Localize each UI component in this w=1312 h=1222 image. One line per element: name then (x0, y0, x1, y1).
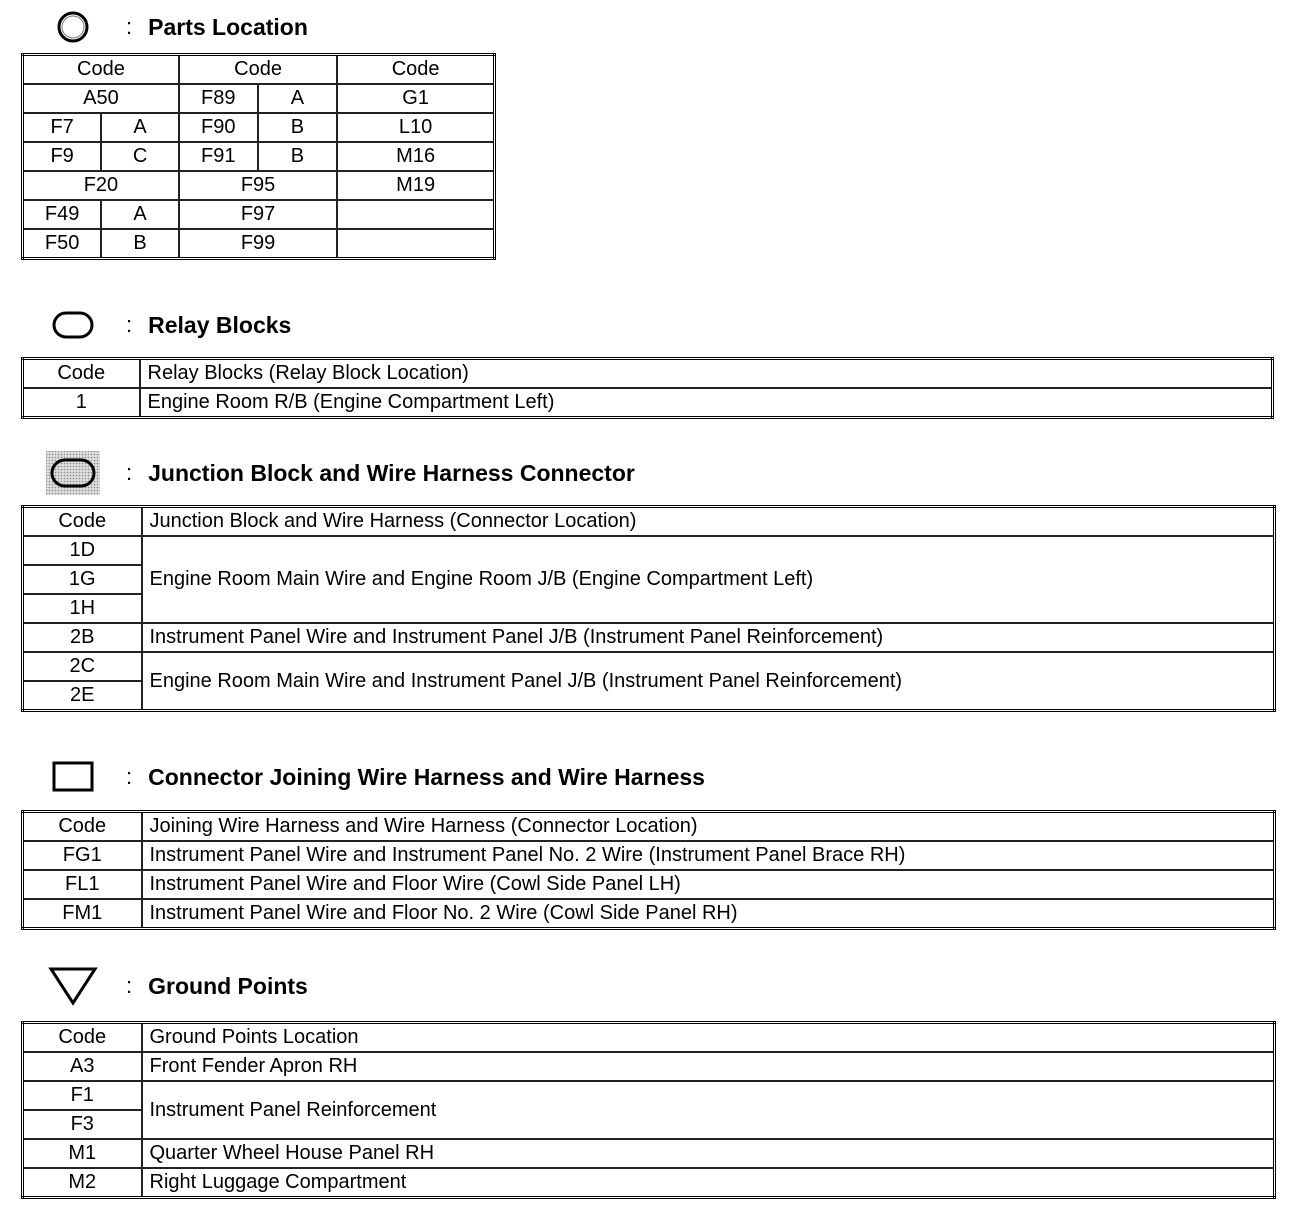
header-cell: Code (23, 507, 142, 537)
suffix-cell: A (101, 200, 179, 229)
location-cell: Engine Room Main Wire and Engine Room J/B (Engine Compartment Left) (142, 536, 1275, 623)
code-cell: F50 (23, 229, 102, 259)
header-cell: Ground Points Location (142, 1023, 1275, 1053)
table-row (23, 1081, 1275, 1110)
location-cell: Instrument Panel Reinforcement (142, 1081, 1275, 1139)
suffix-cell: B (101, 229, 179, 259)
connector-heading: : Connector Joining Wire Harness and Wire Harness (44, 757, 705, 797)
code-cell: F49 (23, 200, 102, 229)
table-row (23, 1168, 1275, 1198)
ground-points-heading: : Ground Points (44, 966, 308, 1006)
code-cell: FG1 (23, 841, 142, 870)
code-cell: F97 (179, 200, 337, 229)
table-header-row (23, 1023, 1275, 1053)
suffix-cell: B (258, 113, 338, 142)
code-cell: FL1 (23, 870, 142, 899)
code-cell: A3 (23, 1052, 142, 1081)
suffix-cell: B (258, 142, 338, 171)
header-cell: Code (23, 812, 142, 842)
section-title: Parts Location (148, 13, 308, 40)
suffix-cell: C (101, 142, 179, 171)
shaded-rounded-rect-icon (44, 453, 102, 493)
suffix-cell: A (258, 84, 338, 113)
table-row (23, 841, 1275, 870)
header-cell: Code (23, 359, 140, 389)
code-cell: F91 (179, 142, 258, 171)
code-cell: 1D (23, 536, 142, 565)
code-cell: 2E (23, 681, 142, 711)
square-icon (44, 757, 102, 797)
code-cell: M1 (23, 1139, 142, 1168)
code-cell: F1 (23, 1081, 142, 1110)
table-row (23, 113, 495, 142)
table-row (23, 200, 495, 229)
location-cell: Quarter Wheel House Panel RH (142, 1139, 1275, 1168)
code-cell: F99 (179, 229, 337, 259)
table-header-row (23, 55, 495, 85)
section-title: Ground Points (148, 972, 308, 999)
table-header-row (23, 812, 1275, 842)
parts-location-table (21, 53, 496, 260)
suffix-cell: A (101, 113, 179, 142)
code-cell: F9 (23, 142, 102, 171)
header-cell: Junction Block and Wire Harness (Connector Location) (142, 507, 1275, 537)
location-cell: Engine Room R/B (Engine Compartment Left) (140, 388, 1273, 418)
header-cell: Joining Wire Harness and Wire Harness (Connector Location) (142, 812, 1275, 842)
table-row (23, 1052, 1275, 1081)
header-cell: Code (23, 55, 179, 85)
code-cell: A50 (23, 84, 179, 113)
junction-block-heading: : Junction Block and Wire Harness Connector (44, 453, 635, 493)
code-cell: 2B (23, 623, 142, 652)
table-header-row (23, 359, 1273, 389)
code-cell (337, 200, 494, 229)
code-cell (337, 229, 494, 259)
code-cell: 1H (23, 594, 142, 623)
code-cell: F95 (179, 171, 337, 200)
code-cell: F3 (23, 1110, 142, 1139)
rounded-rect-icon (44, 305, 102, 345)
location-cell: Instrument Panel Wire and Floor No. 2 Wire (Cowl Side Panel RH) (142, 899, 1275, 929)
location-cell: Instrument Panel Wire and Floor Wire (Cowl Side Panel LH) (142, 870, 1275, 899)
connector-table (21, 810, 1276, 930)
code-cell: F89 (179, 84, 258, 113)
table-row (23, 899, 1275, 929)
table-header-row (23, 507, 1275, 537)
code-cell: 2C (23, 652, 142, 681)
ground-points-table (21, 1021, 1276, 1199)
code-cell: 1 (23, 388, 140, 418)
table-row (23, 536, 1275, 565)
code-cell: L10 (337, 113, 494, 142)
location-cell: Instrument Panel Wire and Instrument Panel J/B (Instrument Panel Reinforcement) (142, 623, 1275, 652)
section-title: Junction Block and Wire Harness Connector (148, 459, 635, 486)
location-cell: Engine Room Main Wire and Instrument Panel J/B (Instrument Panel Reinforcement) (142, 652, 1275, 711)
table-row (23, 623, 1275, 652)
parts-location-heading: : Parts Location (44, 7, 308, 47)
code-cell: FM1 (23, 899, 142, 929)
code-cell: 1G (23, 565, 142, 594)
circle-icon (44, 7, 102, 47)
section-title: Connector Joining Wire Harness and Wire Harness (148, 763, 705, 790)
table-row (23, 1139, 1275, 1168)
table-row (23, 652, 1275, 681)
section-title: Relay Blocks (148, 311, 292, 338)
relay-blocks-heading: : Relay Blocks (44, 305, 291, 345)
table-row (23, 142, 495, 171)
code-cell: F7 (23, 113, 102, 142)
header-cell: Code (337, 55, 494, 85)
table-row (23, 84, 495, 113)
table-row (23, 229, 495, 259)
relay-blocks-table (21, 357, 1274, 419)
location-cell: Right Luggage Compartment (142, 1168, 1275, 1198)
code-cell: F90 (179, 113, 258, 142)
table-row (23, 870, 1275, 899)
triangle-down-icon (44, 966, 102, 1006)
location-cell: Instrument Panel Wire and Instrument Panel No. 2 Wire (Instrument Panel Brace RH) (142, 841, 1275, 870)
header-cell: Relay Blocks (Relay Block Location) (140, 359, 1273, 389)
header-cell: Code (179, 55, 337, 85)
code-cell: M16 (337, 142, 494, 171)
junction-block-table (21, 505, 1276, 712)
header-cell: Code (23, 1023, 142, 1053)
code-cell: G1 (337, 84, 494, 113)
table-row (23, 171, 495, 200)
code-cell: M2 (23, 1168, 142, 1198)
table-row (23, 388, 1273, 418)
code-cell: M19 (337, 171, 494, 200)
code-cell: F20 (23, 171, 179, 200)
location-cell: Front Fender Apron RH (142, 1052, 1275, 1081)
